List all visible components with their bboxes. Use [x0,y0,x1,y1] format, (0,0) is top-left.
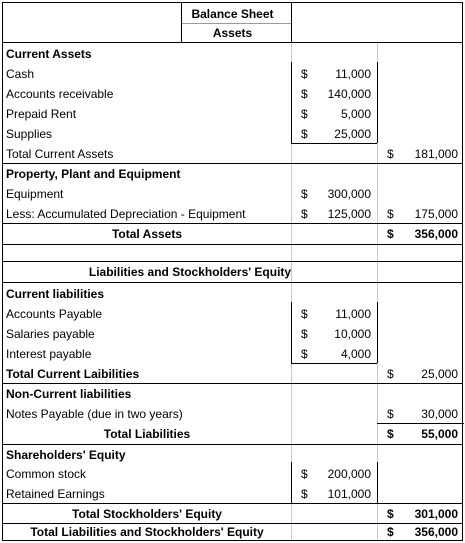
prepaid-rent-amount: 5,000 [340,107,371,121]
current-liabilities-heading-row [3,284,462,304]
header-rule [3,42,462,43]
title-box-right [291,3,292,42]
equipment-row [3,184,462,204]
total-assets-currency: $ [387,227,394,241]
retained-earnings-amount: 101,000 [327,487,371,501]
common-stock-label: Common stock [6,467,87,481]
total-liabilities-currency: $ [387,427,394,441]
accum-dep-label: Less: Accumulated Depreciation - Equipment [6,207,246,221]
total-liab-equity-amount: 356,000 [414,525,458,539]
liabilities-heading-rule [3,282,462,283]
supplies-label: Supplies [6,127,53,141]
equity-heading: Shareholders' Equity [6,448,126,462]
prepaid-rent-row [3,104,462,124]
total-assets-row [3,224,462,244]
accum-dep-row [3,204,462,224]
salaries-payable-currency: $ [301,327,308,341]
current-liabilities-heading: Current liabilities [6,287,105,301]
total-current-liabilities-label: Total Current Laibilities [6,367,140,381]
assets-section-bottom [3,244,462,245]
total-current-liabilities-currency: $ [387,367,394,381]
noncurrent-liabilities-heading: Non-Current liabilities [6,387,132,401]
total-current-assets-amount: 181,000 [414,147,458,161]
total-liabilities-label: Total Liabilities [103,427,191,441]
current-assets-box-left [291,62,292,143]
sheet-title: Balance Sheet [191,7,274,21]
interest-payable-amount: 4,000 [340,347,371,361]
ppe-heading: Property, Plant and Equipment [6,167,181,181]
total-liabilities-row [3,424,462,444]
retained-earnings-label: Retained Earnings [6,487,105,501]
retained-earnings-currency: $ [301,487,308,501]
equity-heading-row [3,445,462,465]
interest-payable-row [3,344,462,364]
common-stock-amount: 200,000 [327,467,371,481]
liabilities-equity-heading: Liabilities and Stockholders' Equity [88,265,292,279]
common-stock-currency: $ [301,467,308,481]
salaries-payable-amount: 10,000 [334,327,371,341]
notes-payable-row [3,404,462,424]
assets-subtitle: Assets [212,26,253,40]
retained-earnings-row [3,484,462,504]
current-assets-heading-row [3,44,462,64]
accounts-payable-label: Accounts Payable [6,307,103,321]
equipment-amount: 300,000 [327,187,371,201]
net-equipment-amount: 175,000 [414,207,458,221]
interest-payable-label: Interest payable [6,347,92,361]
title-row [3,4,462,24]
subtitle-row [3,23,462,43]
accounts-payable-currency: $ [301,307,308,321]
total-equity-row [3,504,462,524]
prepaid-rent-currency: $ [301,107,308,121]
liabilities-heading-row [3,262,462,282]
total-liab-equity-label: Total Liabilities and Stockholders' Equity [30,525,264,539]
prepaid-rent-label: Prepaid Rent [6,107,77,121]
common-stock-row [3,464,462,484]
cash-row [3,64,462,84]
equity-box-right [377,462,378,503]
accounts-receivable-label: Accounts receivable [6,87,114,101]
accounts-receivable-amount: 140,000 [327,87,371,101]
total-equity-currency: $ [387,507,394,521]
notes-payable-currency: $ [387,407,394,421]
total-current-assets-label: Total Current Assets [6,147,114,161]
accum-dep-currency: $ [301,207,308,221]
total-current-assets-currency: $ [387,147,394,161]
net-equipment-currency: $ [387,207,394,221]
cash-amount: 11,000 [335,67,371,81]
current-assets-box-right [377,62,378,143]
interest-payable-currency: $ [301,347,308,361]
accum-dep-amount: 125,000 [327,207,371,221]
supplies-amount: 25,000 [334,127,371,141]
accounts-receivable-row [3,84,462,104]
total-liabilities-amount: 55,000 [421,427,458,441]
total-current-liabilities-amount: 25,000 [421,367,458,381]
notes-payable-amount: 30,000 [421,407,458,421]
equipment-currency: $ [301,187,308,201]
accounts-receivable-currency: $ [301,87,308,101]
total-current-assets-row [3,144,462,164]
accounts-payable-row [3,304,462,324]
noncurrent-heading-row [3,384,462,404]
cash-currency: $ [301,67,308,81]
total-assets-amount: 356,000 [414,227,458,241]
cash-label: Cash [6,67,35,81]
total-equity-label: Total Stockholders' Equity [72,507,222,521]
balance-sheet-table [2,2,463,541]
salaries-payable-row [3,324,462,344]
current-liab-box-left [291,302,292,363]
notes-payable-label: Notes Payable (due in two years) [6,407,183,421]
equipment-label: Equipment [6,187,64,201]
supplies-row [3,124,462,144]
total-equity-amount: 301,000 [414,507,458,521]
title-box-left [181,3,182,42]
total-current-liabilities-row [3,364,462,384]
ppe-heading-row [3,164,462,184]
salaries-payable-label: Salaries payable [6,327,95,341]
current-liab-box-right [377,302,378,363]
total-liab-equity-row [3,523,462,541]
supplies-currency: $ [301,127,308,141]
accounts-payable-amount: 11,000 [335,307,371,321]
total-liab-equity-currency: $ [387,525,394,539]
total-assets-label: Total Assets [111,227,183,241]
current-assets-heading: Current Assets [6,47,92,61]
equity-box-left [291,462,292,503]
